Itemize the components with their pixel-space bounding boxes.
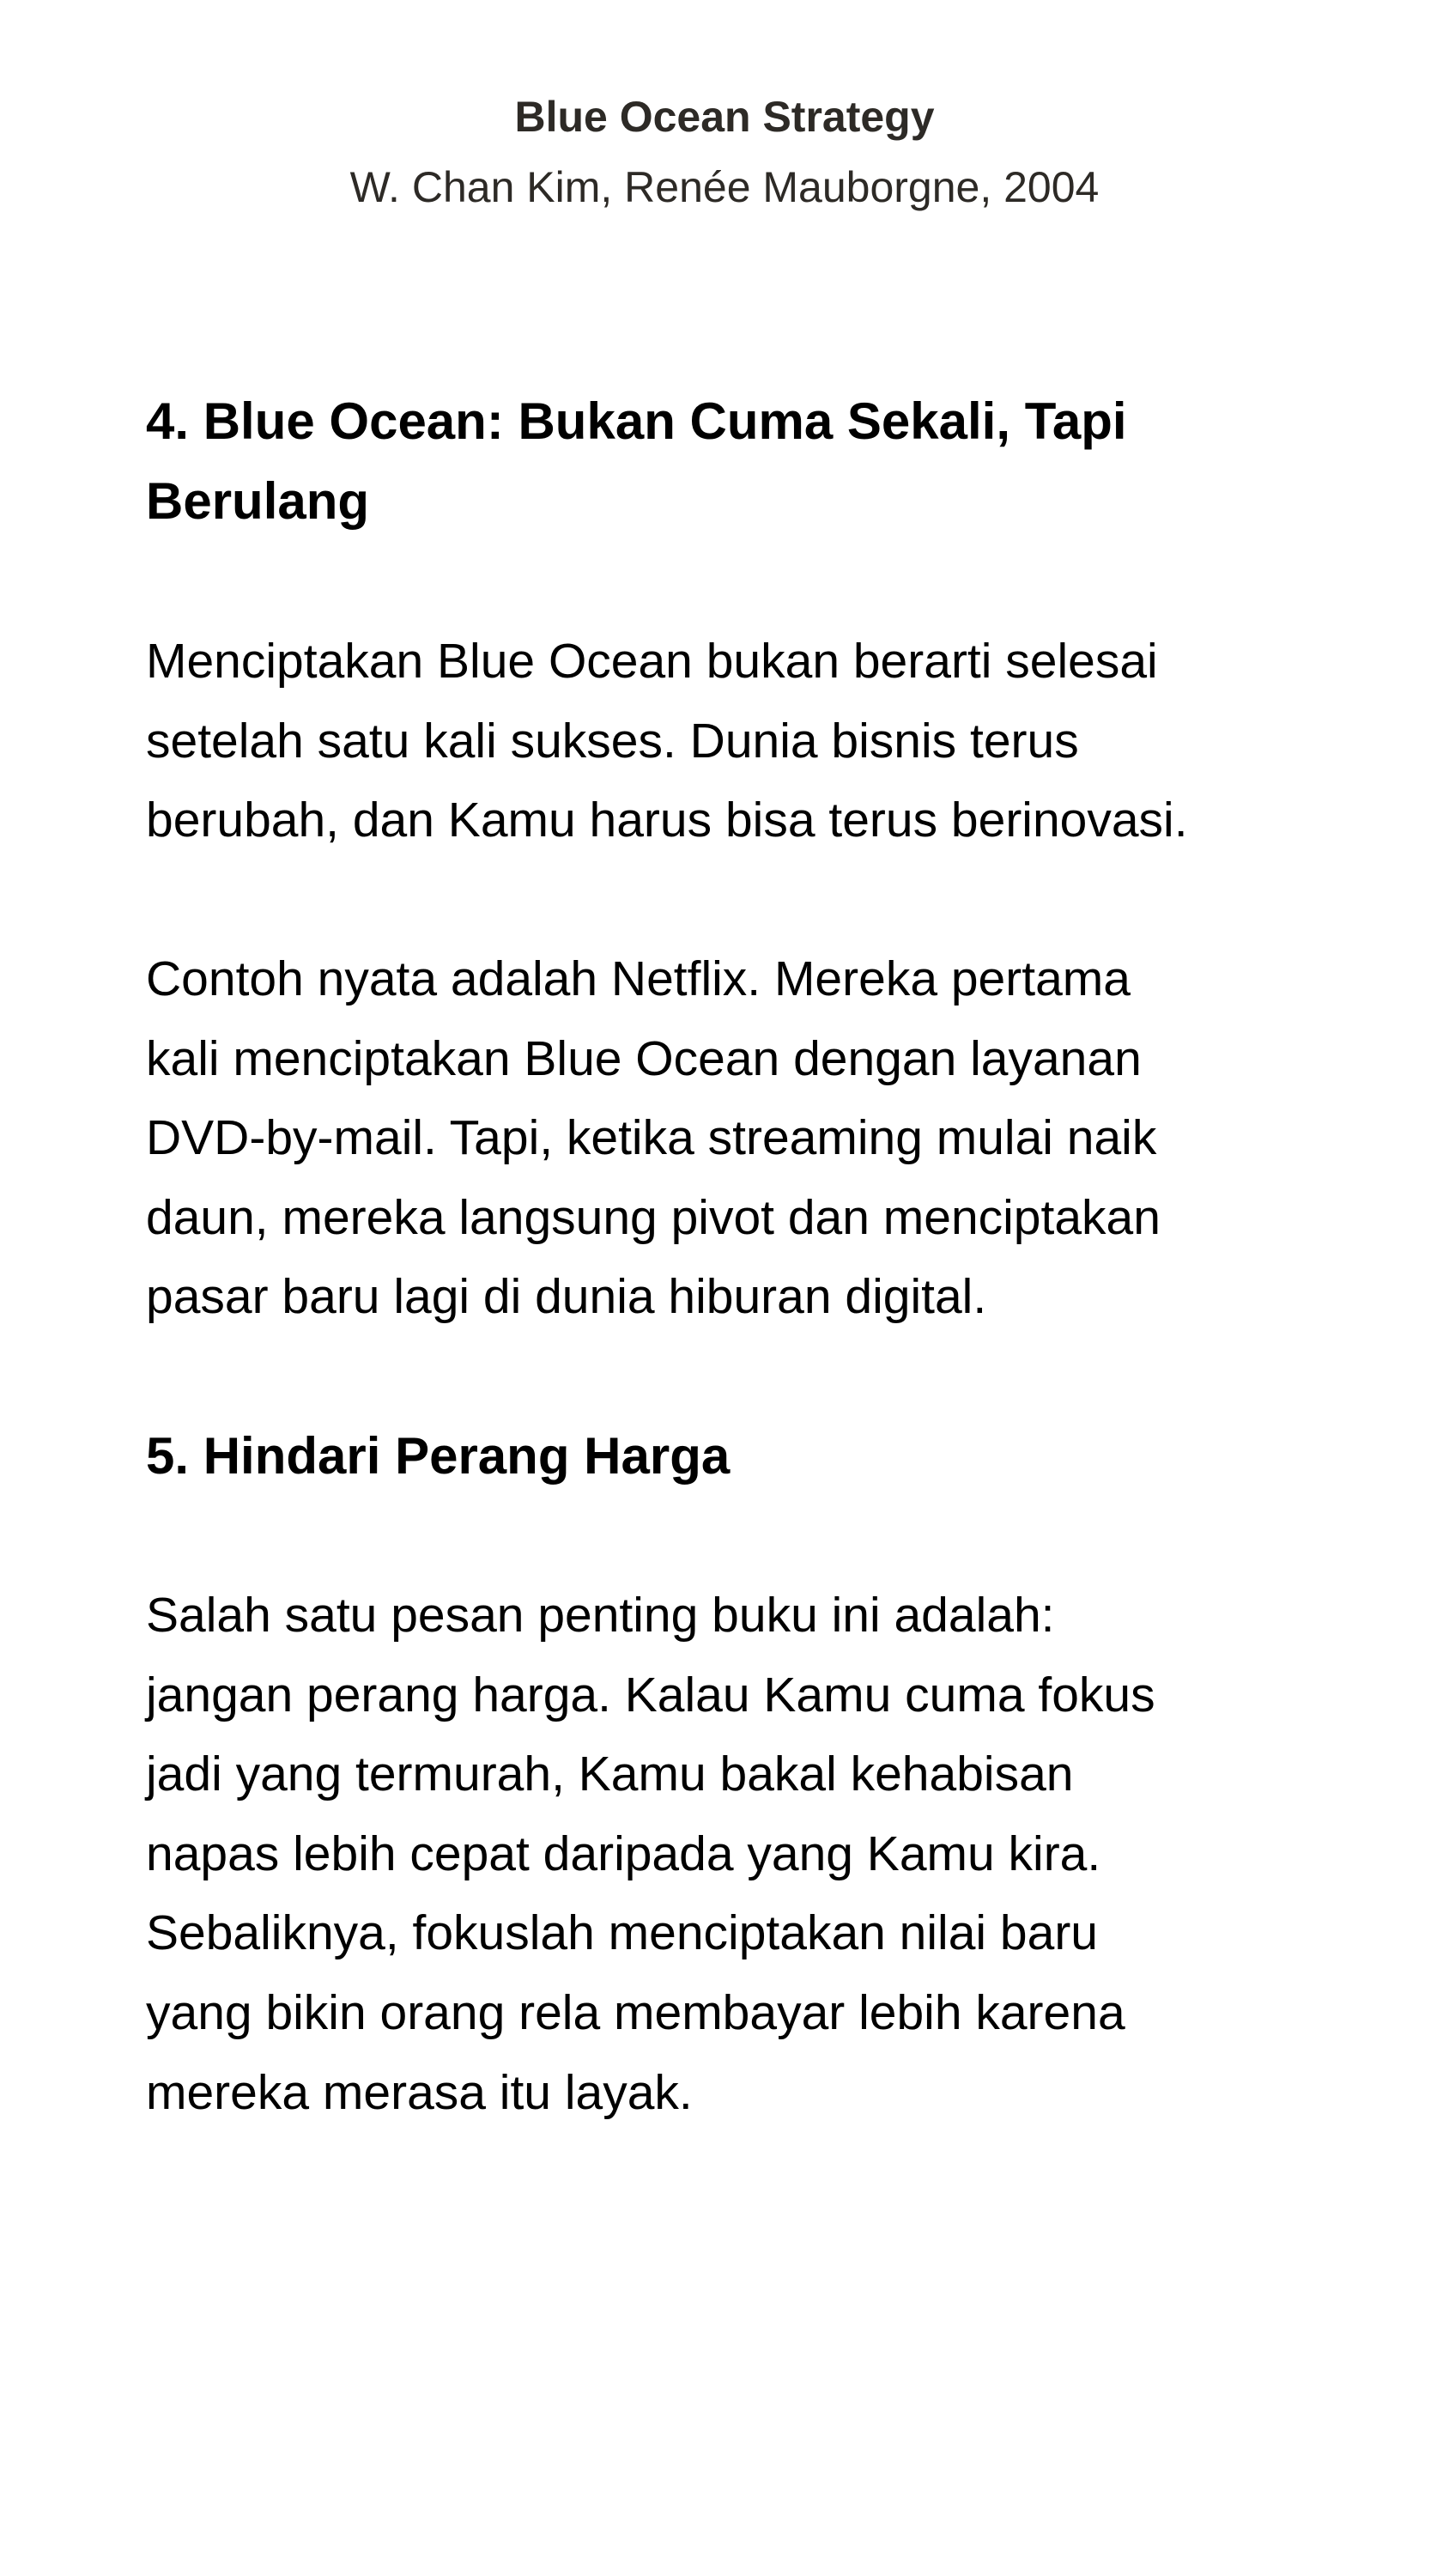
section-4-paragraph-2	[146, 939, 1382, 1337]
text-line: Salah satu pesan penting buku ini adalah:	[146, 1588, 1055, 1643]
section-4-heading	[146, 382, 1382, 541]
text-line: DVD-by-mail. Tapi, ketika streaming mulai naik	[146, 1110, 1157, 1166]
text-line: pasar baru lagi di dunia hiburan digital.	[146, 1269, 987, 1325]
section-5-heading	[146, 1417, 1382, 1497]
text-line: setelah satu kali sukses. Dunia bisnis terus	[146, 713, 1079, 769]
text-line: yang bikin orang rela membayar lebih karena	[146, 1984, 1125, 2040]
text-line: daun, mereka langsung pivot dan menciptakan	[146, 1189, 1161, 1245]
section-4-paragraph-1	[146, 622, 1382, 860]
book-authors-year: W. Chan Kim, Renée Mauborgne, 2004	[349, 163, 1100, 211]
heading-line: Berulang	[146, 471, 370, 530]
heading-line: 5. Hindari Perang Harga	[146, 1427, 731, 1485]
book-title: Blue Ocean Strategy	[514, 93, 935, 141]
text-line: Sebaliknya, fokuslah menciptakan nilai baru	[146, 1905, 1098, 1961]
text-line: Contoh nyata adalah Netflix. Mereka pertama	[146, 951, 1131, 1006]
text-line: mereka merasa itu layak.	[146, 2064, 693, 2120]
text-line: berubah, dan Kamu harus bisa terus berinovasi.	[146, 793, 1188, 848]
text-line: jangan perang harga. Kalau Kamu cuma fokus	[146, 1667, 1155, 1722]
text-line: napas lebih cepat daripada yang Kamu kira.	[146, 1826, 1101, 1881]
text-line: jadi yang termurah, Kamu bakal kehabisan	[146, 1747, 1074, 1802]
heading-line: 4. Blue Ocean: Bukan Cuma Sekali, Tapi	[146, 392, 1127, 450]
text-line: Menciptakan Blue Ocean bukan berarti selesai	[146, 634, 1158, 689]
text-line: kali menciptakan Blue Ocean dengan layanan	[146, 1030, 1142, 1086]
section-5-paragraph-1	[146, 1576, 1382, 2132]
